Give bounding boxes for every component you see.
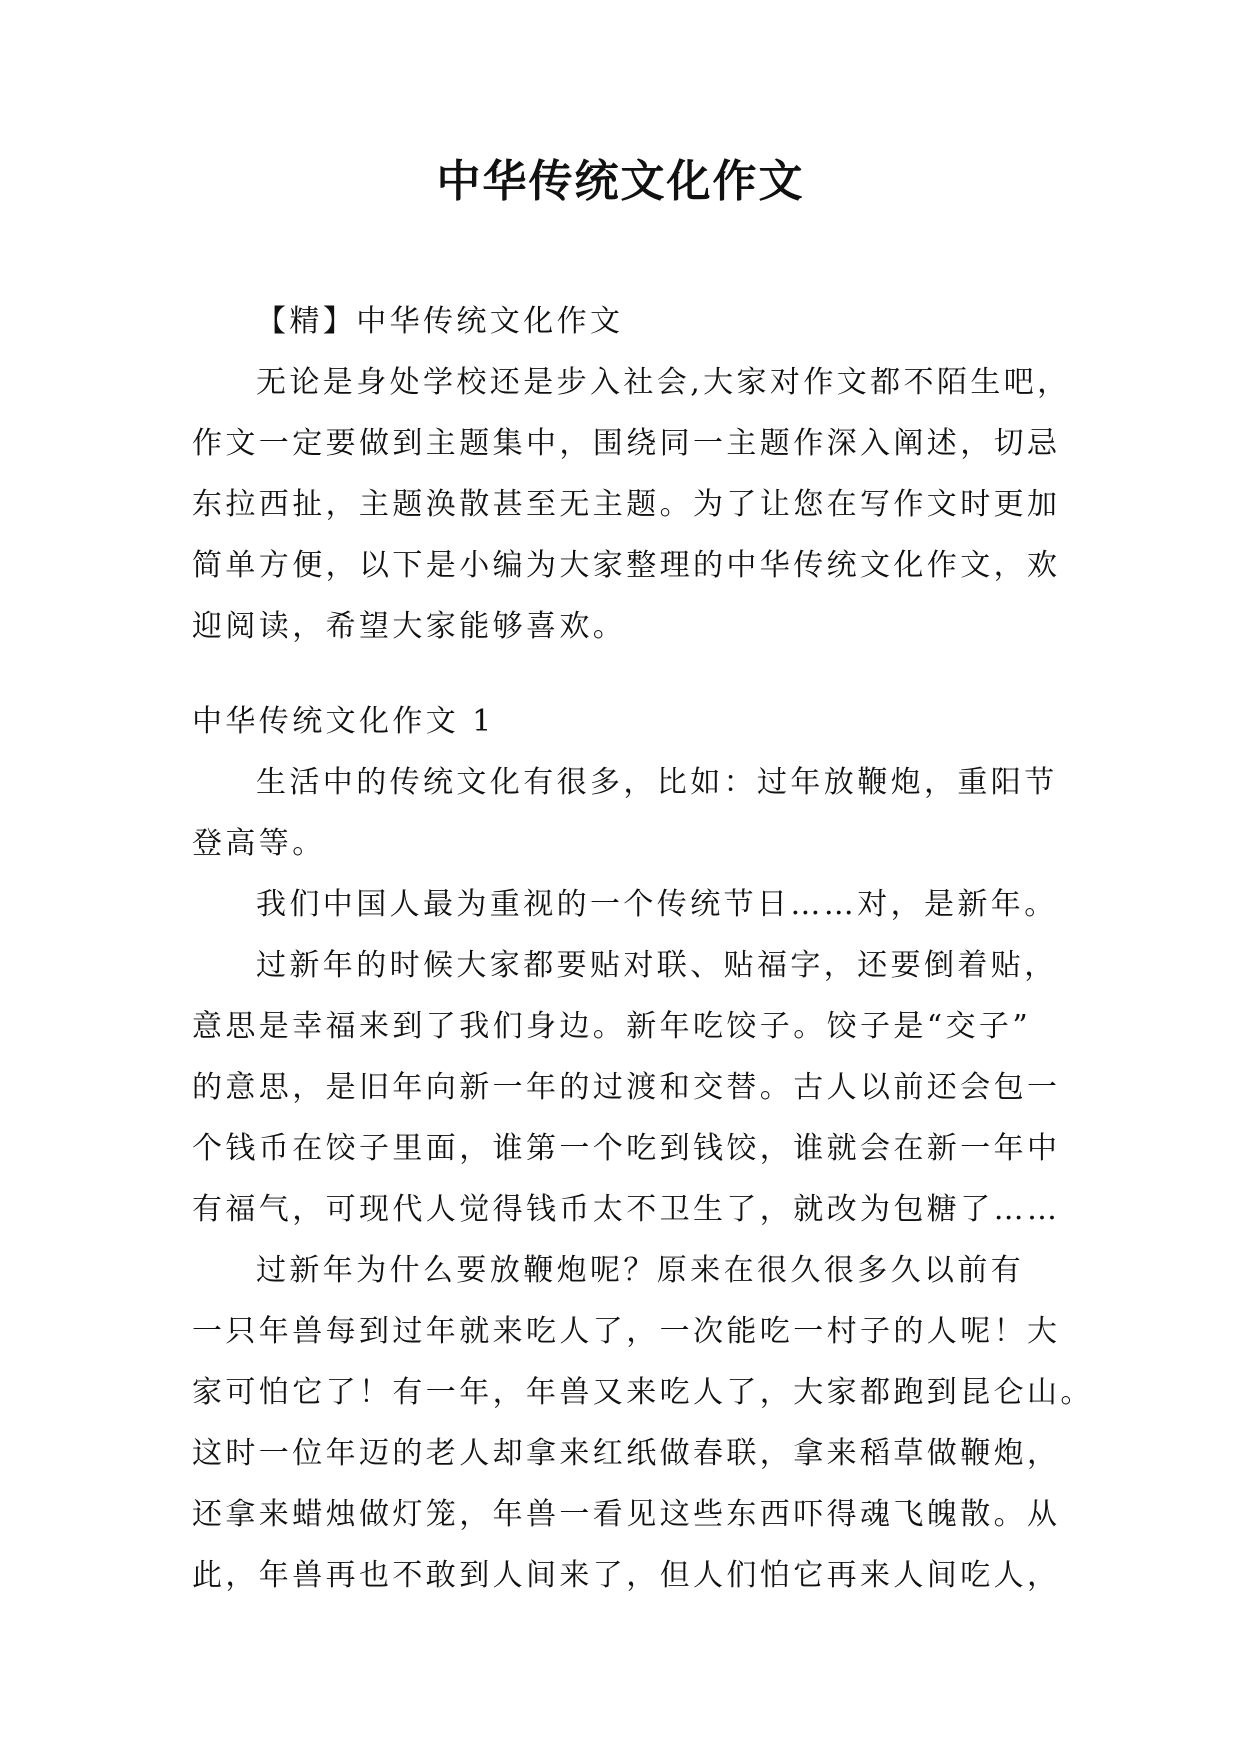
paragraph-line: 一只年兽每到过年就来吃人了，一次能吃一村子的人呢！大 bbox=[192, 1314, 1061, 1349]
document-subtitle: 【精】中华传统文化作文 bbox=[256, 304, 624, 339]
paragraph-line: 还拿来蜡烛做灯笼，年兽一看见这些东西吓得魂飞魄散。从 bbox=[192, 1497, 1061, 1532]
paragraph-line: 的意思，是旧年向新一年的过渡和交替。古人以前还会包一 bbox=[192, 1070, 1061, 1105]
section-heading: 中华传统文化作文 1 bbox=[192, 704, 495, 739]
section-heading-block bbox=[192, 691, 1050, 752]
document-title: 中华传统文化作文 bbox=[436, 156, 805, 207]
intro-line: 东拉西扯，主题涣散甚至无主题。为了让您在写作文时更加 bbox=[192, 487, 1061, 522]
document-subtitle-block bbox=[192, 291, 1050, 352]
paragraph-line: 个钱币在饺子里面，谁第一个吃到钱饺，谁就会在新一年中 bbox=[192, 1131, 1061, 1166]
intro-line: 迎阅读，希望大家能够喜欢。 bbox=[192, 609, 627, 644]
section-body bbox=[192, 752, 1094, 1606]
intro-line: 无论是身处学校还是步入社会,大家对作文都不陌生吧， bbox=[256, 365, 1071, 400]
paragraph-line: 生活中的传统文化有很多，比如：过年放鞭炮，重阳节 bbox=[256, 765, 1058, 800]
paragraph-line: 过新年的时候大家都要贴对联、贴福字，还要倒着贴， bbox=[256, 948, 1058, 983]
paragraph-line: 过新年为什么要放鞭炮呢？原来在很久很多久以前有 bbox=[256, 1253, 1025, 1288]
intro-paragraph bbox=[192, 352, 1071, 657]
intro-line: 简单方便，以下是小编为大家整理的中华传统文化作文，欢 bbox=[192, 548, 1061, 583]
paragraph-line: 此，年兽再也不敢到人间来了，但人们怕它再来人间吃人， bbox=[192, 1558, 1061, 1593]
paragraph-line: 家可怕它了！有一年，年兽又来吃人了，大家都跑到昆仑山。 bbox=[192, 1375, 1094, 1410]
paragraph-line: 登高等。 bbox=[192, 826, 326, 861]
paragraph-line: 有福气，可现代人觉得钱币太不卫生了，就改为包糖了…… bbox=[192, 1192, 1061, 1227]
paragraph-line: 意思是幸福来到了我们身边。新年吃饺子。饺子是“交子” bbox=[192, 1009, 1032, 1044]
intro-line: 作文一定要做到主题集中，围绕同一主题作深入阐述，切忌 bbox=[192, 426, 1061, 461]
paragraph-line: 这时一位年迈的老人却拿来红纸做春联，拿来稻草做鞭炮， bbox=[192, 1436, 1061, 1471]
paragraph-line: 我们中国人最为重视的一个传统节日……对，是新年。 bbox=[256, 887, 1058, 922]
